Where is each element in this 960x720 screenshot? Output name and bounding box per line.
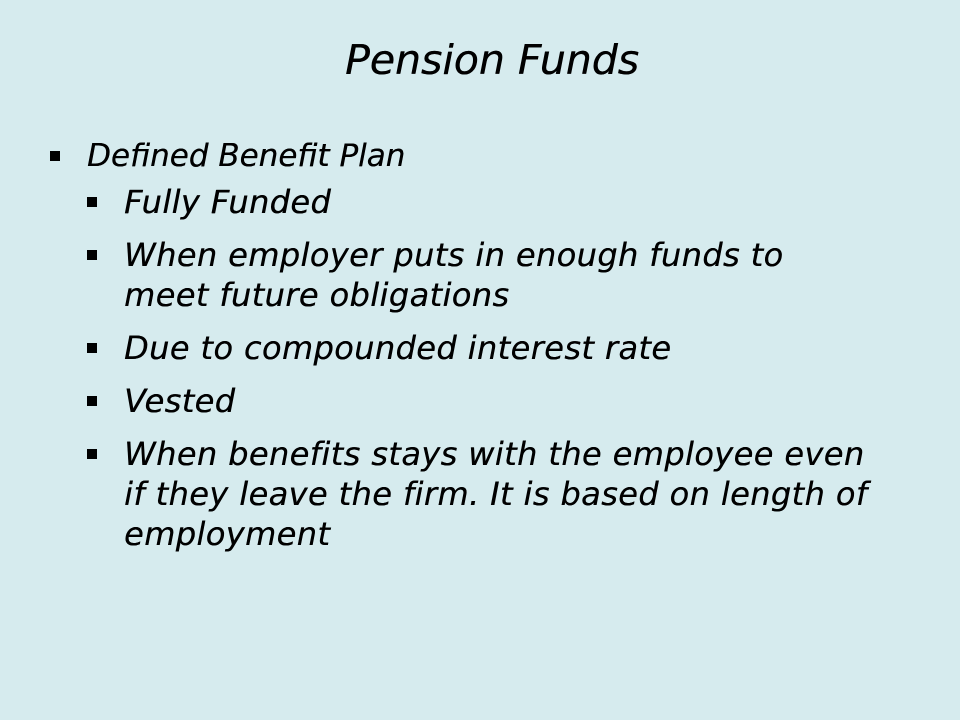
bullet-list [50,136,910,554]
list-item [87,182,874,222]
bullet-text: When benefits stays with the employee even if they leave the firm. It is based on length of employment [124,435,868,553]
square-bullet-icon [87,250,97,260]
square-bullet-icon [87,343,97,353]
bullet-text: When employer puts in enough funds to meet future obligations [124,236,784,314]
list-item [87,328,874,368]
list-item [87,434,874,554]
square-bullet-icon [87,197,97,207]
slide-title: Pension Funds [344,36,640,84]
list-item [87,381,874,421]
bullet-text: Due to compounded interest rate [124,329,672,367]
bullet-text: Vested [124,382,236,420]
square-bullet-icon [87,396,97,406]
list-item [50,136,910,554]
bullet-text: Defined Benefit Plan [87,138,406,174]
sub-bullet-list [87,182,910,554]
list-item [87,235,874,315]
bullet-text: Fully Funded [124,183,332,221]
square-bullet-icon [50,151,60,161]
square-bullet-icon [87,449,97,459]
